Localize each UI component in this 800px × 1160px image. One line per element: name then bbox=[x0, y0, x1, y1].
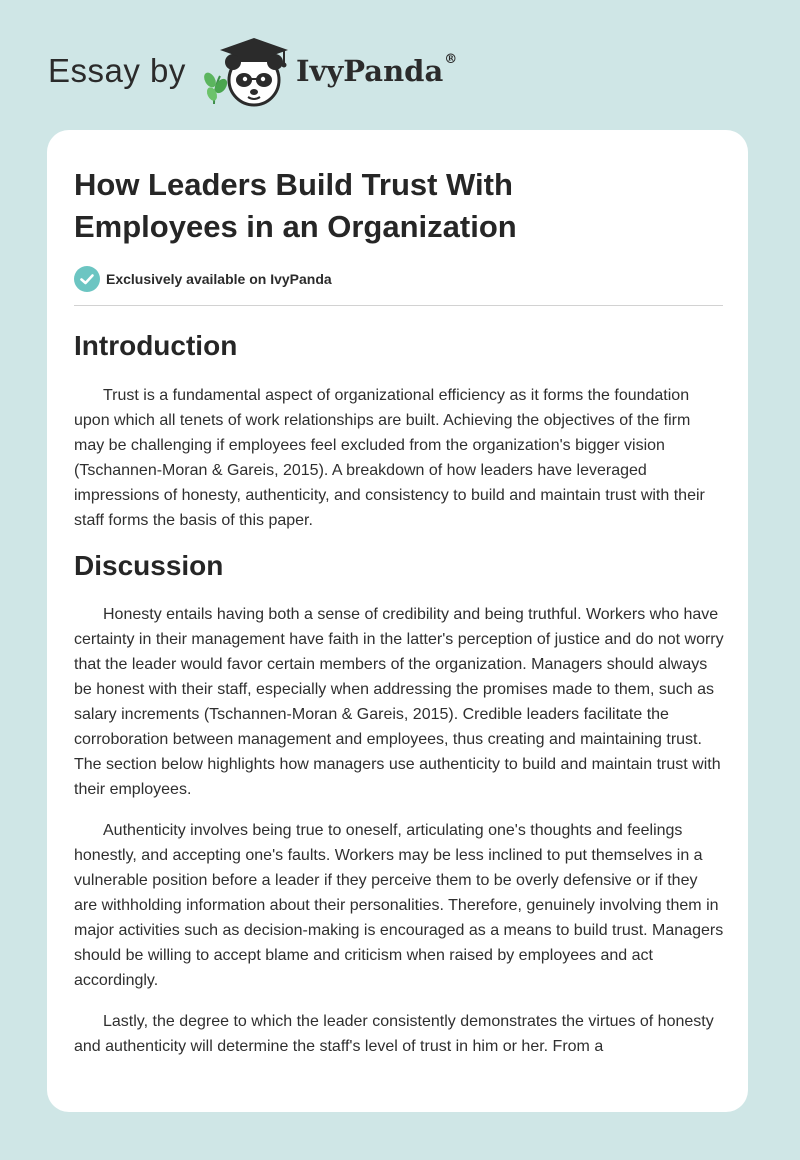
exclusive-badge bbox=[74, 266, 724, 292]
exclusive-badge-text: Exclusively available on IvyPanda bbox=[106, 271, 332, 287]
section-heading-discussion: Discussion bbox=[74, 550, 224, 581]
panda-graduate-icon bbox=[200, 34, 292, 110]
brand-name-text: IvyPanda bbox=[296, 54, 444, 88]
article-content bbox=[74, 130, 724, 1059]
paragraph: Lastly, the degree to which the leader consistently demonstrates the virtues of honesty and authenticity will determine the staff's level of trust in him or her. From a bbox=[74, 1013, 714, 1055]
brand-name bbox=[296, 54, 456, 88]
paragraph: Authenticity involves being true to oneself, articulating one's thoughts and feelings honestly, and accepting one's faults. Workers may be less inclined to put themselves in a vulnerable position before a leader if they perceive them to be overly defensive or if they are withholding information about their personalities. Therefore, genuinely involving them in major activities such as decision-making is encouraged as a means to build trust. Managers should be willing to accept blame and criticism when raised by employees and act accordingly. bbox=[74, 822, 724, 989]
brand-prefix: Essay by bbox=[48, 52, 186, 89]
section-heading-introduction: Introduction bbox=[74, 330, 238, 361]
check-circle-icon bbox=[74, 266, 100, 292]
brand-header bbox=[48, 34, 508, 110]
page-title: How Leaders Build Trust With Employees in an Organization bbox=[74, 167, 517, 244]
divider bbox=[74, 305, 723, 306]
paragraph: Honesty entails having both a sense of credibility and being truthful. Workers who have certainty in their management have faith in the latter's perception of justice and do not worry that the leader would favor certain members of the organization. Managers should always be honest with their staff, especially when addressing the promises made to them, such as salary increments (Tschannen-Moran & Gareis, 2015). Credible leaders facilitate the corroboration between management and employees, thus creating and maintaining trust. The section below highlights how managers use authenticity to build and maintain trust with their employees. bbox=[74, 606, 724, 798]
article-card bbox=[47, 130, 748, 1112]
registered-mark: ® bbox=[444, 52, 458, 67]
paragraph: Trust is a fundamental aspect of organizational efficiency as it forms the foundation upon which all tenets of work relationships are built. Achieving the objectives of the firm may be challenging if employees feel excluded from the organization's bigger vision (Tschannen-Moran & Gareis, 2015). A breakdown of how leaders have leveraged impressions of honesty, authenticity, and consistency to build and maintain trust with their staff forms the basis of this paper. bbox=[74, 387, 705, 529]
